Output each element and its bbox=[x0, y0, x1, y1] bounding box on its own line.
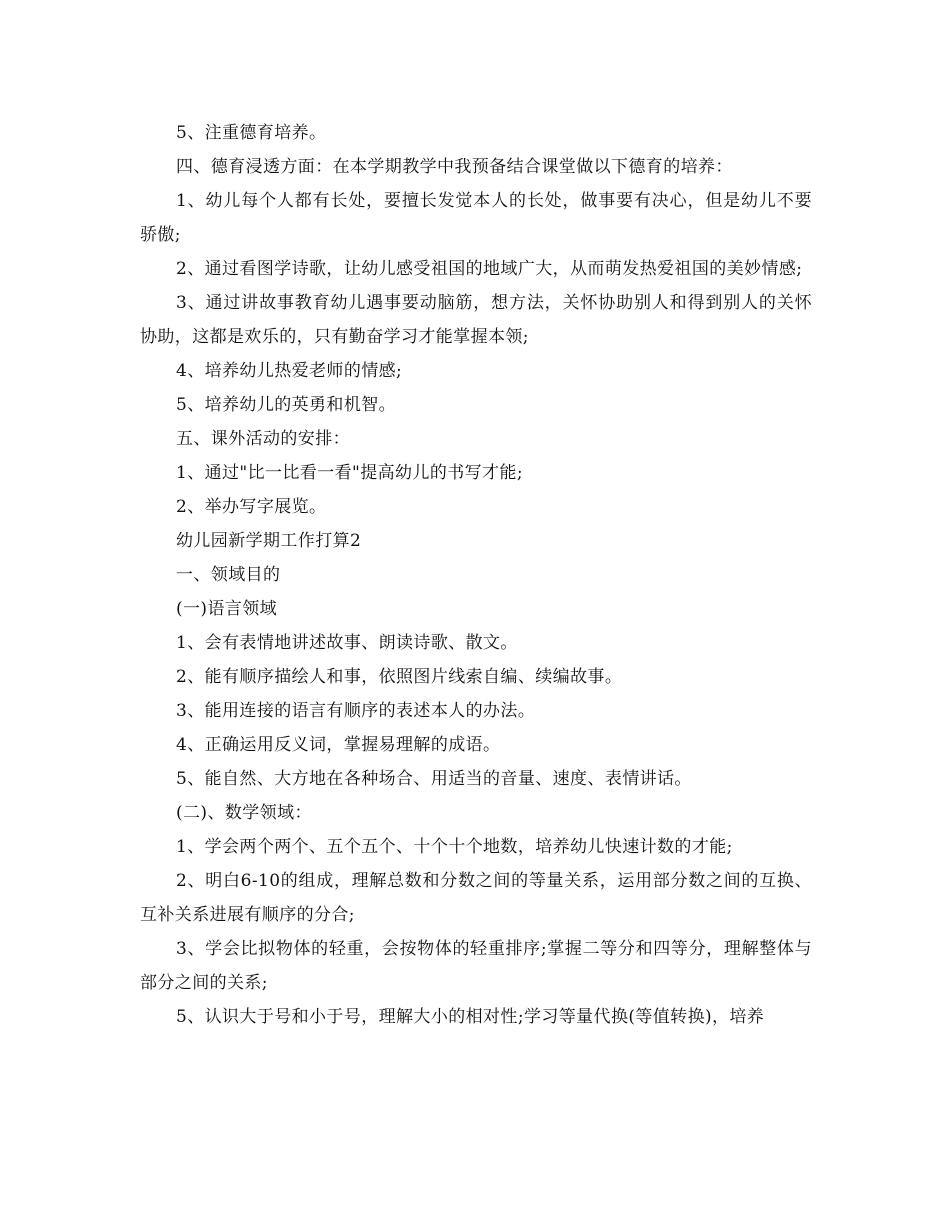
paragraph: 1、幼儿每个人都有长处，要擅长发觉本人的长处，做事要有决心，但是幼儿不要骄傲; bbox=[140, 191, 812, 245]
document-body bbox=[140, 116, 812, 1034]
subsection-heading: (二)、数学领域： bbox=[176, 803, 312, 823]
paragraph: 5、培养幼儿的英勇和机智。 bbox=[176, 395, 397, 415]
paragraph: 2、明白6-10的组成，理解总数和分数之间的等量关系，运用部分数之间的互换、互补关系进展有顺序的分合; bbox=[140, 871, 812, 925]
section-heading: 一、领域目的 bbox=[176, 565, 281, 585]
paragraph: 2、举办写字展览。 bbox=[176, 497, 327, 517]
paragraph: 5、注重德育培养。 bbox=[176, 123, 327, 143]
paragraph: 3、学会比拟物体的轻重，会按物体的轻重排序;掌握二等分和四等分，理解整体与部分之间的关系; bbox=[140, 939, 812, 993]
paragraph: 1、通过"比一比看一看"提高幼儿的书写才能; bbox=[176, 463, 523, 483]
paragraph: 3、通过讲故事教育幼儿遇事要动脑筋，想方法，关怀协助别人和得到别人的关怀协助，这都是欢乐的，只有勤奋学习才能掌握本领; bbox=[140, 293, 812, 347]
section-heading: 五、课外活动的安排： bbox=[176, 429, 350, 449]
paragraph: 5、能自然、大方地在各种场合、用适当的音量、速度、表情讲话。 bbox=[176, 769, 692, 789]
paragraph: 3、能用连接的语言有顺序的表述本人的办法。 bbox=[176, 701, 536, 721]
paragraph: 1、会有表情地讲述故事、朗读诗歌、散文。 bbox=[176, 633, 518, 653]
section-heading: 四、德育浸透方面：在本学期教学中我预备结合课堂做以下德育的培养： bbox=[176, 157, 733, 177]
paragraph: 1、学会两个两个、五个五个、十个十个地数，培养幼儿快速计数的才能; bbox=[176, 837, 733, 857]
paragraph: 4、培养幼儿热爱老师的情感; bbox=[176, 361, 403, 381]
paragraph: 5、认识大于号和小于号，理解大小的相对性;学习等量代换(等值转换)，培养 bbox=[176, 1007, 765, 1027]
document-title: 幼儿园新学期工作打算2 bbox=[176, 531, 362, 551]
paragraph: 4、正确运用反义词，掌握易理解的成语。 bbox=[176, 735, 501, 755]
paragraph: 2、能有顺序描绘人和事，依照图片线索自编、续编故事。 bbox=[176, 667, 623, 687]
subsection-heading: (一)语言领域 bbox=[176, 599, 278, 619]
paragraph: 2、通过看图学诗歌，让幼儿感受祖国的地域广大，从而萌发热爱祖国的美妙情感; bbox=[176, 259, 803, 279]
